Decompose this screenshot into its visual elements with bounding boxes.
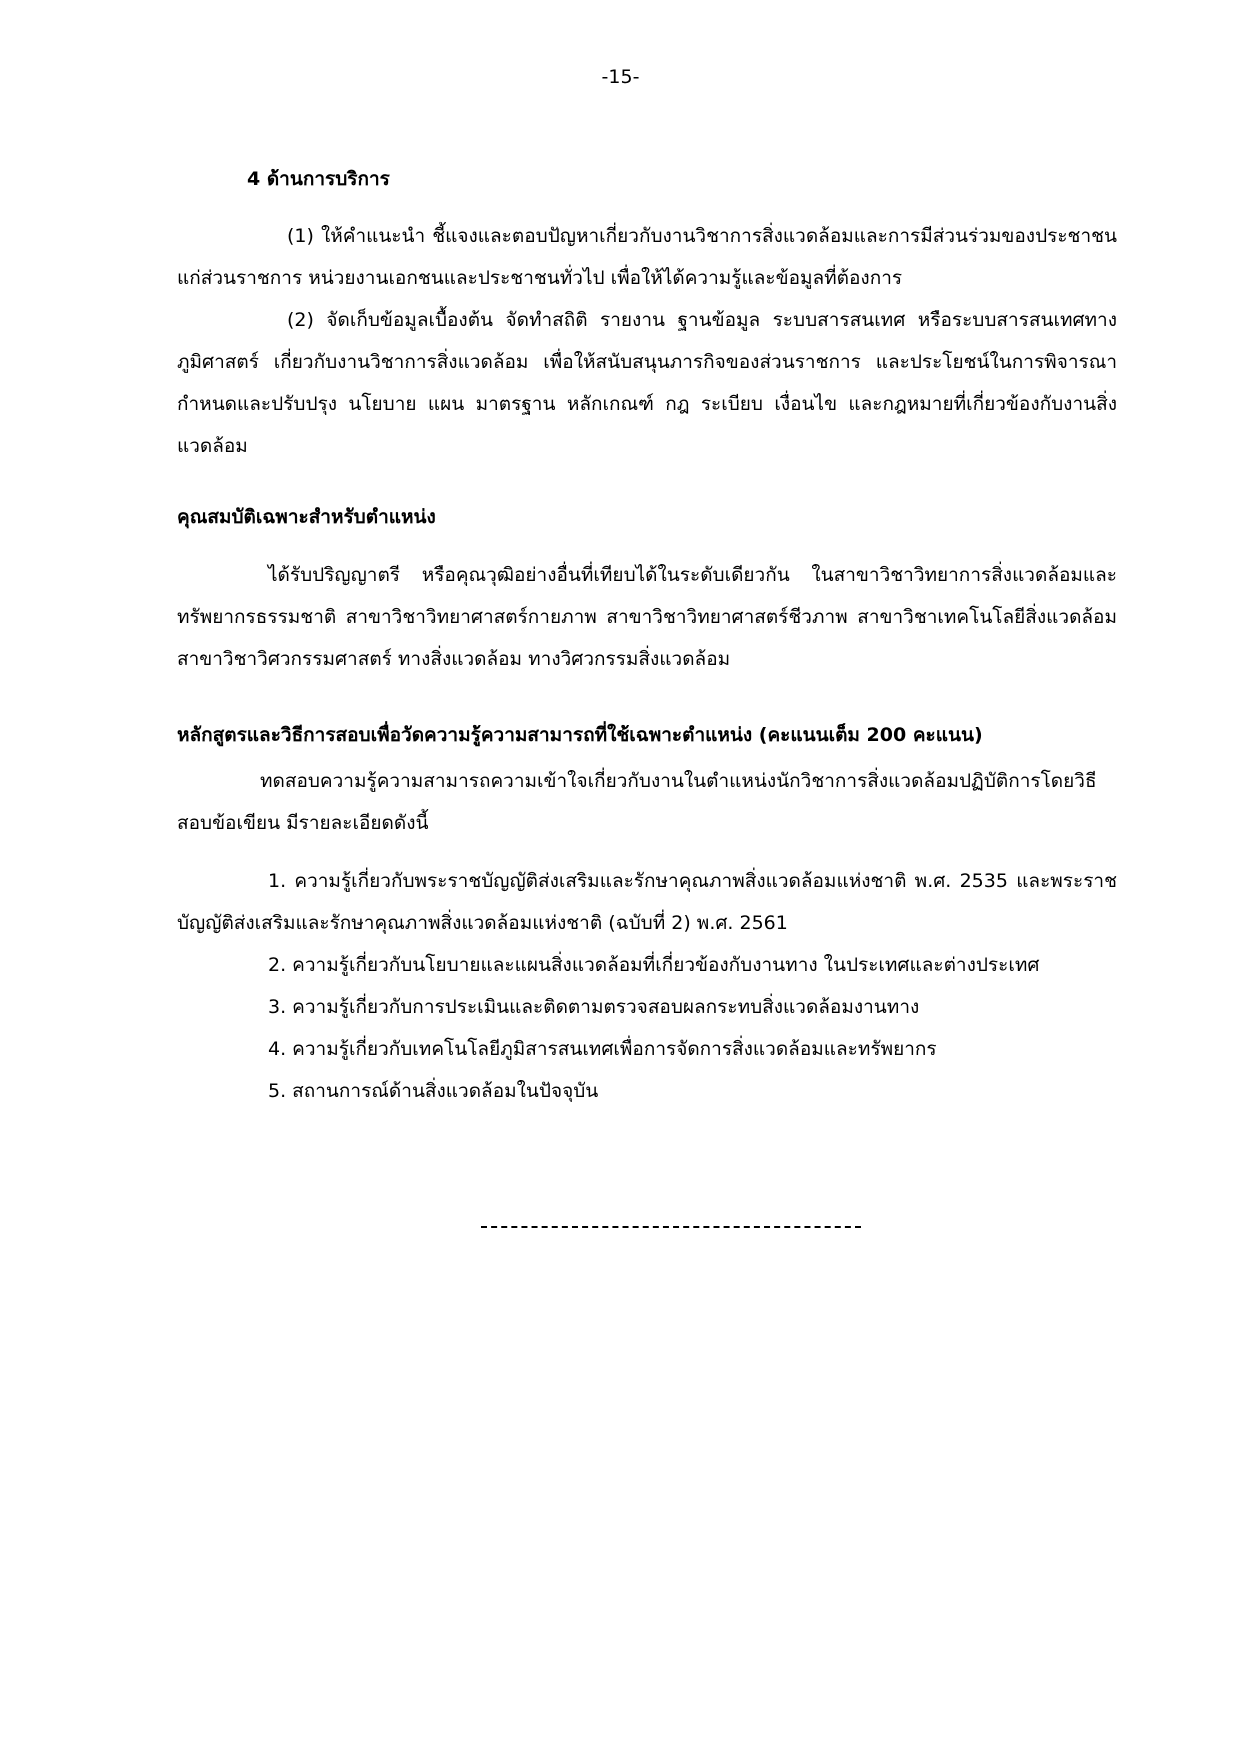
section-services-heading: 4 ด้านการบริการ: [247, 168, 390, 190]
section-exam: [177, 720, 1117, 750]
exam-intro-text: ทดสอบความรู้ความสามารถความเข้าใจเกี่ยวกับงานในตำแหน่งนักวิชาการสิ่งแวดล้อมปฏิบัติการโดยวิธีสอบข้อเขียน มีรายละเอียดดังนี้: [177, 770, 1097, 834]
exam-item-1-text: 1. ความรู้เกี่ยวกับพระราชบัญญัติส่งเสริมและรักษาคุณภาพสิ่งแวดล้อมแห่งชาติ พ.ศ. 2535 และพระราชบัญญัติส่งเสริมและรักษาคุณภาพสิ่งแวดล้อมแห่งชาติ (ฉบับที่ 2) พ.ศ. 2561: [177, 870, 1117, 934]
exam-item-2-text: 2. ความรู้เกี่ยวกับนโยบายและแผนสิ่งแวดล้อมที่เกี่ยวข้องกับงานทาง ในประเทศและต่างประเทศ: [268, 954, 1040, 976]
exam-item-1: [177, 860, 1117, 944]
exam-intro: [177, 760, 1117, 844]
end-separator-line: [481, 1226, 861, 1228]
qualifications-body: [177, 554, 1117, 680]
section-qualifications: [177, 502, 1117, 532]
services-item-1: [177, 215, 1117, 299]
exam-item-4-text: 4. ความรู้เกี่ยวกับเทคโนโลยีภูมิสารสนเทศเพื่อการจัดการสิ่งแวดล้อมและทรัพยากร: [268, 1038, 937, 1060]
qualifications-heading: คุณสมบัติเฉพาะสำหรับตำแหน่ง: [177, 506, 436, 528]
section-services: [177, 164, 1117, 194]
exam-item-3-text: 3. ความรู้เกี่ยวกับการประเมินและติดตามตรวจสอบผลกระทบสิ่งแวดล้อมงานทาง: [268, 996, 920, 1018]
page-number: -15-: [601, 66, 640, 88]
services-item-2-text: (2) จัดเก็บข้อมูลเบื้องต้น จัดทำสถิติ รายงาน ฐานข้อมูล ระบบสารสนเทศ หรือระบบสารสนเทศทางภูมิศาสตร์ เกี่ยวกับงานวิชาการสิ่งแวดล้อม เพื่อให้สนับสนุนภารกิจของส่วนราชการ และประโยชน์ในการพิจารณา กำหนดและปรับปรุง นโยบาย แผน มาตรฐาน หลักเกณฑ์ กฎ ระเบียบ เงื่อนไข และกฎหมายที่เกี่ยวข้องกับงานสิ่งแวดล้อม: [177, 309, 1117, 457]
services-item-2: [177, 299, 1117, 467]
exam-item-5-text: 5. สถานการณ์ด้านสิ่งแวดล้อมในปัจจุบัน: [268, 1080, 599, 1102]
exam-heading: หลักสูตรและวิธีการสอบเพื่อวัดความรู้ความสามารถที่ใช้เฉพาะตำแหน่ง (คะแนนเต็ม 200 คะแนน): [177, 724, 983, 746]
exam-items: [177, 944, 1117, 1112]
services-item-1-text: (1) ให้คำแนะนำ ชี้แจงและตอบปัญหาเกี่ยวกับงานวิชาการสิ่งแวดล้อมและการมีส่วนร่วมของประชาชน แก่ส่วนราชการ หน่วยงานเอกชนและประชาชนทั่วไป เพื่อให้ได้ความรู้และข้อมูลที่ต้องการ: [177, 225, 1117, 289]
qualifications-text: ได้รับปริญญาตรี หรือคุณวุฒิอย่างอื่นที่เทียบได้ในระดับเดียวกัน ในสาขาวิชาวิทยาการสิ่งแวดล้อมและทรัพยากรธรรมชาติ สาขาวิชาวิทยาศาสตร์กายภาพ สาขาวิชาวิทยาศาสตร์ชีวภาพ สาขาวิชาเทคโนโลยีสิ่งแวดล้อม สาขาวิชาวิศวกรรมศาสตร์ ทางสิ่งแวดล้อม ทางวิศวกรรมสิ่งแวดล้อม: [177, 564, 1117, 670]
